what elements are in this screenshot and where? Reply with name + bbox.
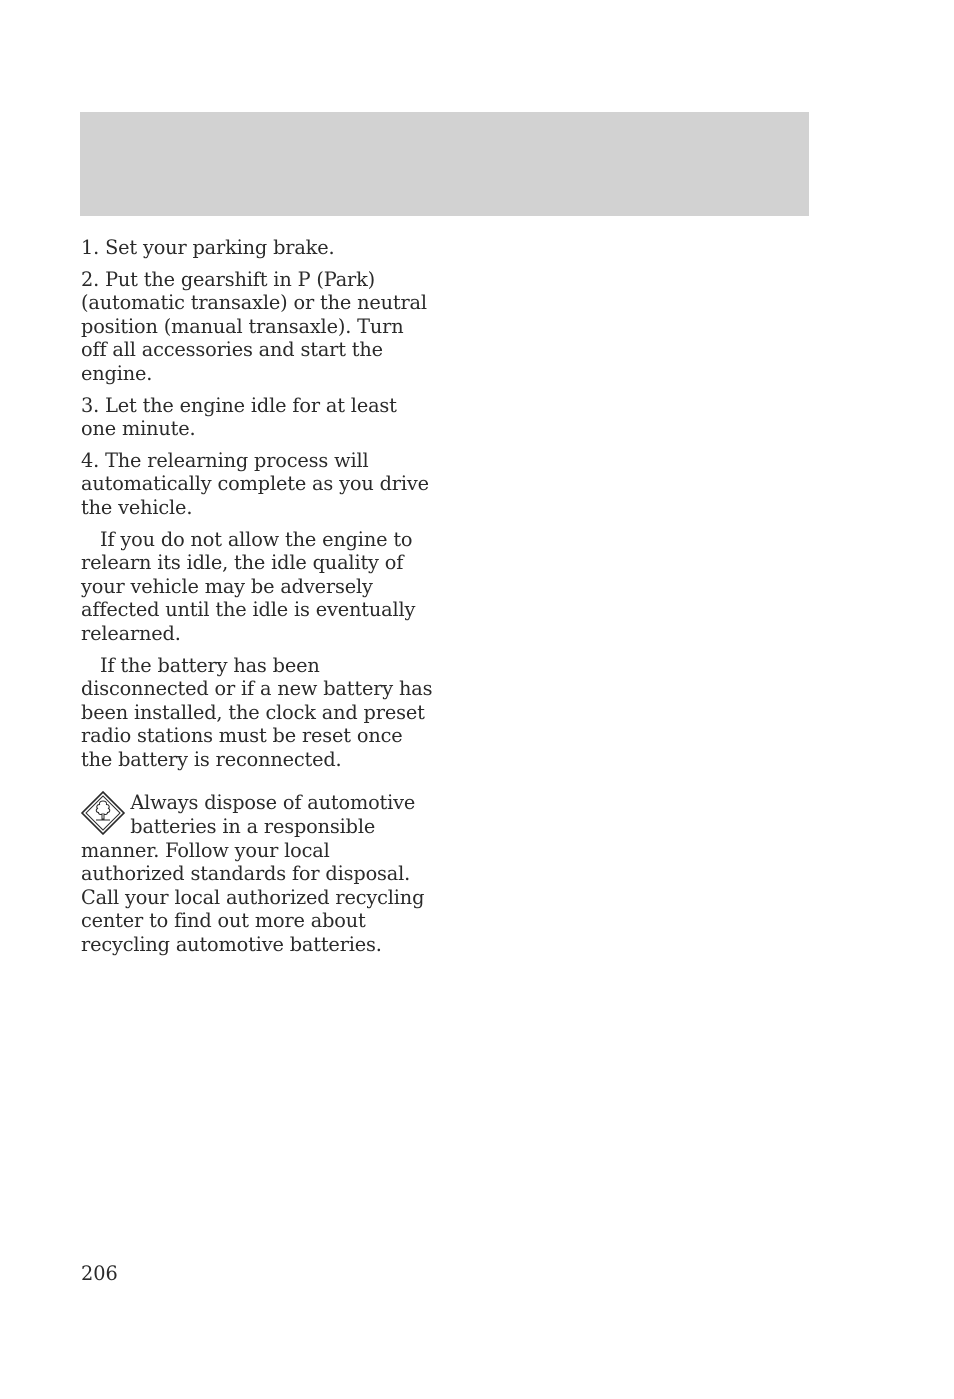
idle-relearn-note: If you do not allow the engine to relearn its idle, the idle quality of your vehicle may be adversely affected until the idle is eventually relearned.: [81, 527, 416, 645]
environment-notice-text: Always dispose of automotive batteries in a responsible manner. Follow your local authorized standards for disposal. Call your local authorized recycling center to find out more about recycling automotive batteries.: [81, 791, 425, 957]
step-4: 4. The relearning process will automatically complete as you drive the vehicle.: [81, 448, 429, 519]
page-content: [81, 236, 433, 957]
step-3: 3. Let the engine idle for at least one minute.: [81, 393, 397, 441]
environment-notice: [81, 791, 433, 956]
page-number: 206: [81, 1262, 118, 1285]
header-band: [80, 112, 809, 216]
step-1: 1. Set your parking brake.: [81, 236, 335, 259]
battery-reset-note: If the battery has been disconnected or if a new battery has been installed, the clock and preset radio stations must be reset once the battery is reconnected.: [81, 653, 433, 771]
step-2: 2. Put the gearshift in P (Park) (automatic transaxle) or the neutral position (manual transaxle). Turn off all accessories and start the engine.: [81, 267, 427, 385]
recycle-tree-icon: [81, 791, 125, 835]
